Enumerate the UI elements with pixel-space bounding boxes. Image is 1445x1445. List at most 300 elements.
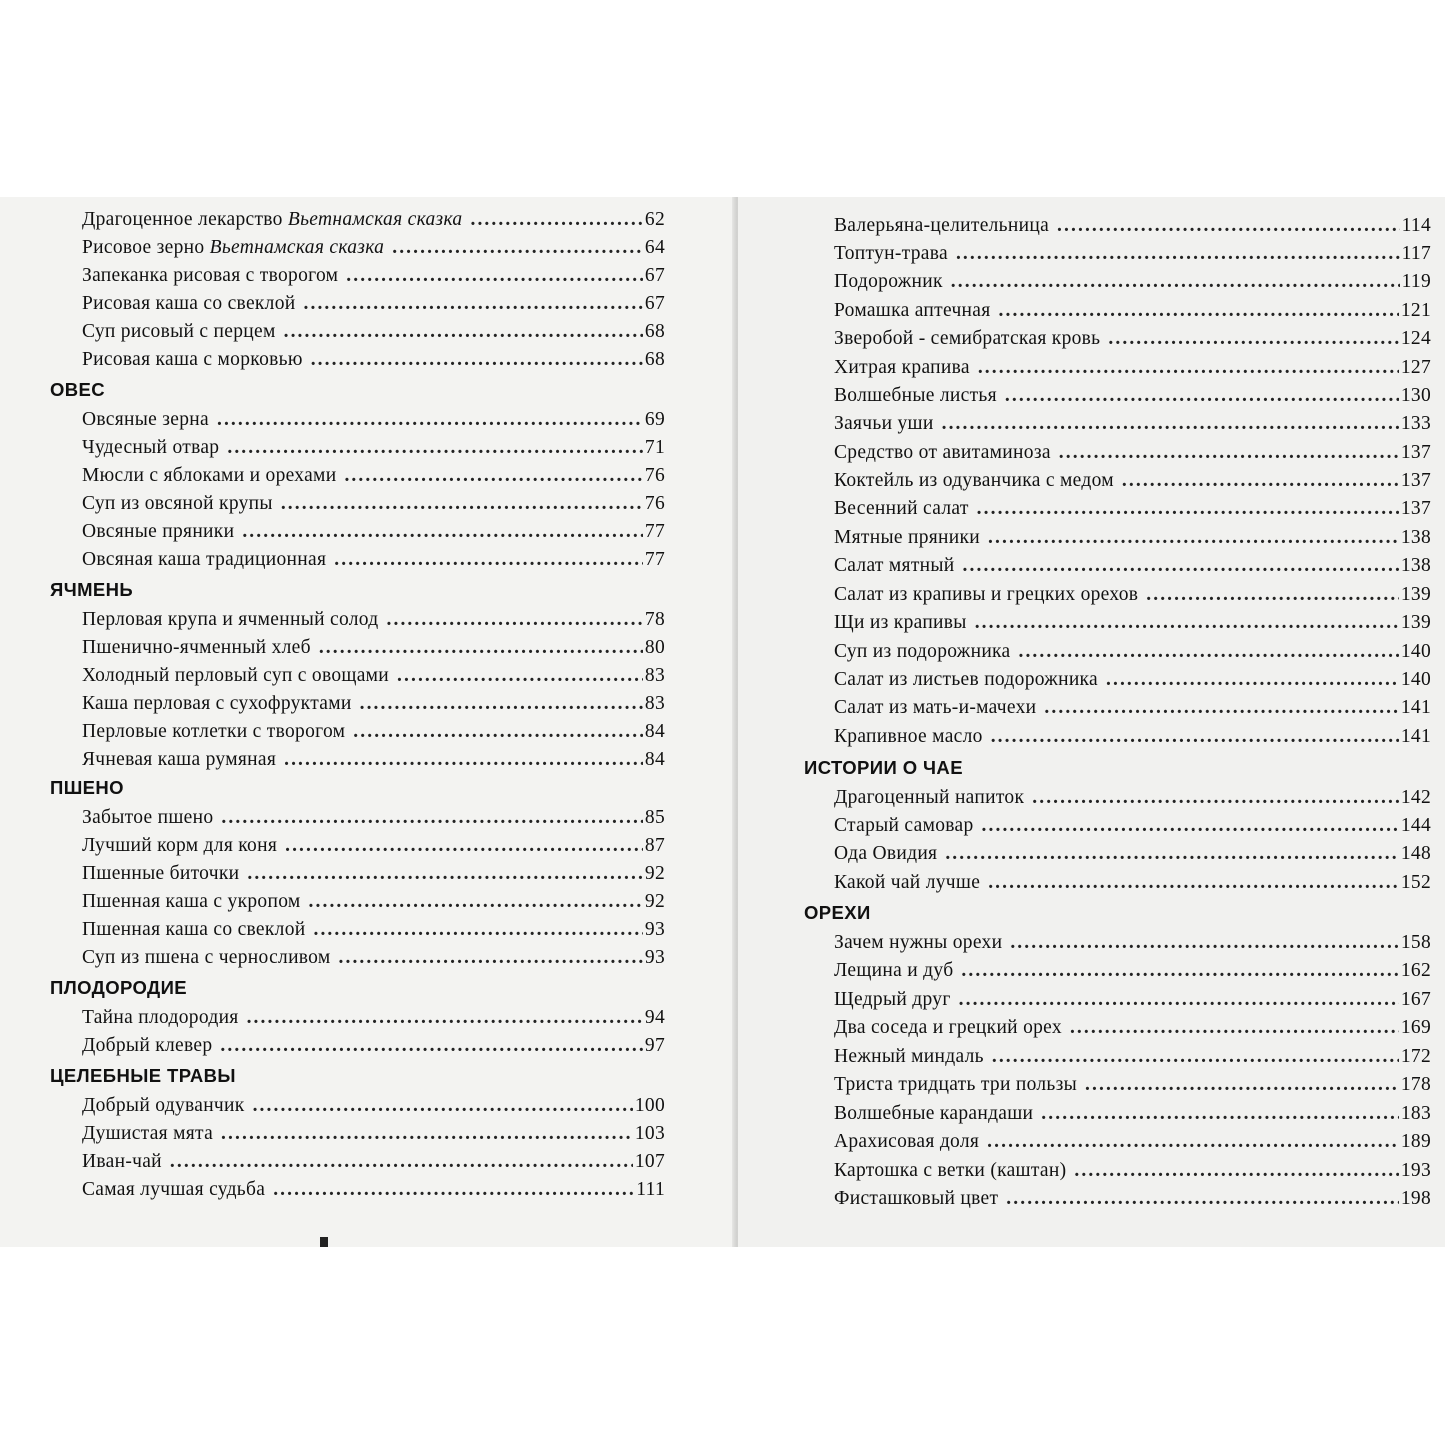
toc-page-number: 93 — [644, 947, 665, 968]
toc-entry-title — [82, 863, 239, 885]
toc-entry-title-text: Забытое пшено — [82, 807, 214, 828]
toc-entry — [82, 209, 665, 237]
toc-entry-title — [82, 409, 209, 431]
toc-page-number: 152 — [1400, 872, 1431, 893]
toc-entry-title-text: Крапивное масло — [834, 726, 983, 747]
dot-leader — [360, 693, 643, 715]
toc-entry-title-text: Салат из мать-и-мачехи — [834, 697, 1037, 718]
toc-page-number: 158 — [1400, 932, 1431, 953]
dot-leader — [1010, 932, 1399, 954]
toc-entry-title — [82, 493, 273, 515]
toc-entry — [82, 409, 665, 437]
dot-leader — [999, 300, 1399, 322]
toc-entry-title-text: Топтун-трава — [834, 243, 948, 264]
toc-page-number: 84 — [644, 749, 665, 770]
toc-entry-title — [82, 549, 326, 571]
toc-entry-title — [834, 872, 980, 894]
toc-entry — [834, 669, 1431, 697]
toc-entry-title — [834, 989, 951, 1011]
toc-entry-title — [82, 807, 213, 829]
toc-page-number: 138 — [1400, 527, 1431, 548]
dot-leader — [991, 726, 1399, 748]
dot-leader — [988, 527, 1399, 549]
dot-leader — [945, 843, 1399, 865]
toc-entry-title-text: Овсяные зерна — [82, 409, 209, 430]
toc-entry — [82, 349, 665, 377]
toc-page-number: 142 — [1400, 787, 1431, 808]
toc-entry — [834, 989, 1431, 1017]
toc-entry-title-text: Драгоценный напиток — [834, 787, 1025, 808]
toc-entry — [834, 1188, 1431, 1216]
toc-entry-title — [834, 726, 983, 748]
toc-entry — [82, 437, 665, 465]
toc-entry — [82, 1151, 665, 1179]
dot-leader — [304, 293, 643, 315]
toc-entry-title-text: Душистая мята — [82, 1123, 214, 1144]
toc-entry — [82, 863, 665, 891]
toc-entry-title — [82, 1179, 265, 1201]
toc-page-number: 107 — [634, 1151, 665, 1172]
toc-entry — [82, 237, 665, 265]
toc-entry-title — [82, 693, 352, 715]
toc-entry-title — [834, 669, 1098, 691]
toc-entry-title-text: Холодный перловый суп с овощами — [82, 665, 390, 686]
toc-entry — [82, 1179, 665, 1207]
dot-leader — [253, 1095, 633, 1117]
toc-entry-title-text: Зачем нужны орехи — [834, 932, 1003, 953]
toc-page-number: 67 — [644, 265, 665, 286]
toc-entry-title — [834, 1103, 1033, 1125]
dot-leader — [309, 891, 643, 913]
toc-entry — [834, 1074, 1431, 1102]
toc-entry-title-text: Подорожник — [834, 271, 943, 292]
toc-entry — [834, 1131, 1431, 1159]
toc-page-number: 93 — [644, 919, 665, 940]
toc-entry — [834, 1046, 1431, 1074]
toc-entry — [82, 721, 665, 749]
toc-entry — [82, 293, 665, 321]
toc-entry-title — [82, 521, 234, 543]
toc-page-number: 172 — [1400, 1046, 1431, 1067]
toc-entry-title-text: Рисовая каша с морковью — [82, 349, 303, 370]
toc-entry — [82, 919, 665, 947]
toc-page-number: 68 — [644, 321, 665, 342]
toc-entry-title — [834, 1188, 998, 1210]
toc-entry-title-text: Два соседа и грецкий орех — [834, 1017, 1062, 1038]
toc-page-number: 76 — [644, 493, 665, 514]
toc-page-number: 69 — [644, 409, 665, 430]
dot-leader — [1146, 584, 1399, 606]
toc-entry-title-text: Овсяная каша традиционная — [82, 549, 327, 570]
toc-page-number: 77 — [644, 549, 665, 570]
toc-page-number: 78 — [644, 609, 665, 630]
dot-leader — [1018, 641, 1398, 663]
toc-entry-title — [82, 891, 301, 913]
toc-entry-title-text: Волшебные карандаши — [834, 1103, 1034, 1124]
toc-entry — [82, 749, 665, 777]
toc-entry-title-text: Мюсли с яблоками и орехами — [82, 465, 337, 486]
toc-entry-title — [834, 300, 991, 322]
toc-entry-title-text: Рисовое зерно — [82, 237, 210, 258]
toc-entry-title-text: Зверобой - семибратская кровь — [834, 328, 1101, 349]
toc-page-number: 121 — [1400, 300, 1431, 321]
toc-page-number: 130 — [1400, 385, 1431, 406]
dot-leader — [1074, 1160, 1398, 1182]
toc-entry-title-text: Хитрая крапива — [834, 357, 970, 378]
toc-entry-title-text: Пшенная каша с укропом — [82, 891, 301, 912]
toc-entry-title-text: Триста тридцать три пользы — [834, 1074, 1078, 1095]
toc-entry-title-text: Ячневая каша румяная — [82, 749, 277, 770]
toc-page-number: 87 — [644, 835, 665, 856]
toc-entry-title-text: Картошка с ветки (каштан) — [834, 1160, 1067, 1181]
toc-page-number: 193 — [1400, 1160, 1431, 1181]
section-heading: ЯЧМЕНЬ — [50, 579, 134, 600]
toc-entry — [834, 612, 1431, 640]
toc-entry-title — [834, 215, 1049, 237]
toc-entry-title — [82, 609, 379, 631]
toc-entry-title-text: Суп из подорожника — [834, 641, 1011, 662]
toc-entry — [82, 835, 665, 863]
dot-leader — [977, 498, 1399, 520]
toc-page-number: 114 — [1401, 215, 1431, 236]
toc-page-number: 139 — [1400, 612, 1431, 633]
toc-entry — [834, 328, 1431, 356]
toc-entry — [834, 555, 1431, 583]
section-heading: ЦЕЛЕБНЫЕ ТРАВЫ — [50, 1065, 236, 1086]
dot-leader — [987, 1131, 1399, 1153]
toc-entry — [834, 1103, 1431, 1131]
dot-leader — [942, 413, 1399, 435]
toc-entry-title — [82, 237, 384, 259]
toc-entry-title-text: Коктейль из одуванчика с медом — [834, 470, 1114, 491]
toc-entry-title — [82, 1095, 245, 1117]
toc-entry-title-text: Валерьяна-целительница — [834, 215, 1050, 236]
dot-leader — [975, 612, 1399, 634]
toc-entry-title-text: Салат из листьев подорожника — [834, 669, 1098, 690]
toc-entry — [834, 641, 1431, 669]
toc-entry-title — [834, 815, 974, 837]
dot-leader — [1044, 697, 1398, 719]
section-heading: ПШЕНО — [50, 777, 124, 798]
toc-entry — [82, 947, 665, 975]
toc-entry — [82, 1095, 665, 1123]
dot-leader — [1122, 470, 1399, 492]
toc-entry — [82, 465, 665, 493]
toc-entry — [82, 493, 665, 521]
toc-entry — [82, 891, 665, 919]
toc-entry — [834, 300, 1431, 328]
toc-entry-title — [834, 527, 980, 549]
toc-entry-title — [82, 209, 462, 231]
dot-leader — [281, 493, 643, 515]
toc-entry-title — [834, 271, 943, 293]
toc-entry-title-text: Ромашка аптечная — [834, 300, 991, 321]
toc-page-number: 80 — [644, 637, 665, 658]
toc-entry — [834, 413, 1431, 441]
toc-entry-title — [82, 919, 305, 941]
toc-entry-title — [82, 1035, 212, 1057]
toc-page-number: 137 — [1400, 442, 1431, 463]
toc-entry — [834, 1017, 1431, 1045]
toc-entry-title — [834, 612, 967, 634]
section-heading: ОВЕС — [50, 379, 106, 400]
toc-entry — [834, 357, 1431, 385]
toc-entry — [82, 549, 665, 577]
toc-page-number: 77 — [644, 521, 665, 542]
toc-entry-subtitle: Вьетнамская сказка — [287, 209, 463, 230]
toc-entry-title-text: Тайна плодородия — [82, 1007, 239, 1028]
dot-leader — [273, 1179, 634, 1201]
toc-entry — [82, 1123, 665, 1151]
toc-entry — [834, 843, 1431, 871]
toc-entry-title — [82, 465, 336, 487]
dot-leader — [339, 947, 643, 969]
toc-page-number: 139 — [1400, 584, 1431, 605]
toc-entry — [834, 787, 1431, 815]
toc-entry — [834, 815, 1431, 843]
toc-entry — [82, 521, 665, 549]
toc-entry — [82, 265, 665, 293]
toc-page-number: 62 — [644, 209, 665, 230]
toc-entry-title-text: Старый самовар — [834, 815, 974, 836]
dot-leader — [346, 265, 643, 287]
toc-entry-title — [834, 1131, 979, 1153]
toc-entry-title — [82, 349, 303, 371]
toc-entry — [82, 609, 665, 637]
toc-entry-title-text: Арахисовая доля — [834, 1131, 980, 1152]
toc-page-number: 103 — [634, 1123, 665, 1144]
toc-entry-title — [82, 1007, 239, 1029]
dot-leader — [334, 549, 643, 571]
dot-leader — [982, 815, 1399, 837]
toc-page-number: 127 — [1400, 357, 1431, 378]
toc-page-number: 124 — [1400, 328, 1431, 349]
toc-page-number: 183 — [1400, 1103, 1431, 1124]
toc-page-number: 169 — [1400, 1017, 1431, 1038]
toc-entry-title — [834, 1017, 1062, 1039]
dot-leader — [319, 637, 643, 659]
toc-entry-title-text: Самая лучшая судьба — [82, 1179, 266, 1200]
toc-entry — [834, 1160, 1431, 1188]
toc-entry-title-text: Перловые котлетки с творогом — [82, 721, 346, 742]
dot-leader — [227, 437, 643, 459]
toc-entry-title — [834, 1074, 1077, 1096]
toc-entry-title-text: Лещина и дуб — [834, 960, 954, 981]
dot-leader — [470, 209, 642, 231]
toc-entry-title — [834, 641, 1010, 663]
toc-page-number: 94 — [644, 1007, 665, 1028]
dot-leader — [284, 321, 643, 343]
toc-entry-title-text: Щи из крапивы — [834, 612, 967, 633]
toc-entry-title-text: Салат мятный — [834, 555, 955, 576]
dot-leader — [284, 749, 643, 771]
toc-entry-title-text: Суп рисовый с перцем — [82, 321, 276, 342]
toc-entry — [834, 243, 1431, 271]
toc-entry-title-text: Щедрый друг — [834, 989, 951, 1010]
toc-entry-title-text: Добрый одуванчик — [82, 1095, 245, 1116]
toc-entry-title-text: Пшенично-ячменный хлеб — [82, 637, 311, 658]
dot-leader — [247, 863, 643, 885]
toc-entry-title-text: Средство от авитаминоза — [834, 442, 1051, 463]
toc-entry-title-text: Волшебные листья — [834, 385, 997, 406]
right-page — [738, 197, 1445, 1247]
toc-page-number: 141 — [1400, 726, 1431, 747]
toc-entry-title — [82, 265, 338, 287]
dot-leader — [311, 349, 643, 371]
toc-entry-title-text: Драгоценное лекарство — [82, 209, 288, 230]
dot-leader — [1057, 215, 1400, 237]
toc-entry — [82, 321, 665, 349]
toc-entry-title — [82, 665, 389, 687]
toc-page-number: 198 — [1400, 1188, 1431, 1209]
toc-entry-title-text: Фисташковый цвет — [834, 1188, 999, 1209]
toc-page-number: 189 — [1400, 1131, 1431, 1152]
toc-entry-title — [82, 321, 276, 343]
dot-leader — [963, 555, 1399, 577]
book-spread — [0, 197, 1445, 1247]
toc-entry-title — [834, 1046, 984, 1068]
dot-leader — [344, 465, 642, 487]
section-heading: ИСТОРИИ О ЧАЕ — [804, 757, 963, 778]
dot-leader — [242, 521, 643, 543]
toc-entry — [82, 1007, 665, 1035]
toc-entry-title-text: Перловая крупа и ячменный солод — [82, 609, 379, 630]
toc-entry — [82, 637, 665, 665]
toc-entry — [834, 271, 1431, 299]
toc-entry — [82, 693, 665, 721]
dot-leader — [1059, 442, 1399, 464]
toc-page-number: 67 — [644, 293, 665, 314]
toc-entry — [82, 665, 665, 693]
dot-leader — [1006, 1188, 1399, 1210]
toc-page-number: 138 — [1400, 555, 1431, 576]
toc-entry-title — [82, 1123, 213, 1145]
toc-entry-title-text: Заячьи уши — [834, 413, 934, 434]
toc-entry-title-text: Весенний салат — [834, 498, 969, 519]
toc-entry-title-text: Добрый клевер — [82, 1035, 213, 1056]
toc-entry-title — [834, 584, 1138, 606]
toc-entry-title — [834, 1160, 1066, 1182]
section-heading: ОРЕХИ — [804, 902, 871, 923]
toc-entry-title — [834, 413, 934, 435]
toc-entry-title — [82, 437, 219, 459]
dot-leader — [170, 1151, 633, 1173]
toc-page-number: 137 — [1400, 470, 1431, 491]
dot-leader — [221, 807, 642, 829]
toc-entry — [82, 807, 665, 835]
toc-entry-title-text: Суп из овсяной крупы — [82, 493, 273, 514]
toc-page-number: 167 — [1400, 989, 1431, 1010]
dot-leader — [1032, 787, 1399, 809]
dot-leader — [988, 872, 1399, 894]
toc-page-number: 117 — [1401, 243, 1431, 264]
toc-entry — [82, 1035, 665, 1063]
dot-leader — [217, 409, 643, 431]
toc-entry-title — [82, 947, 331, 969]
toc-entry-title — [834, 787, 1024, 809]
dot-leader — [1108, 328, 1398, 350]
dot-leader — [285, 835, 643, 857]
toc-entry-title — [834, 442, 1051, 464]
toc-entry — [834, 872, 1431, 900]
toc-page-number: 85 — [644, 807, 665, 828]
toc-entry — [834, 932, 1431, 960]
toc-entry — [834, 527, 1431, 555]
toc-page-number: 133 — [1400, 413, 1431, 434]
toc-entry-title-text: Ода Овидия — [834, 843, 938, 864]
dot-leader — [353, 721, 643, 743]
toc-entry-title-text: Пшенные биточки — [82, 863, 240, 884]
toc-page-number: 140 — [1400, 641, 1431, 662]
dot-leader — [313, 919, 642, 941]
toc-entry — [834, 697, 1431, 725]
toc-entry-title — [834, 697, 1036, 719]
toc-page-number: 92 — [644, 863, 665, 884]
toc-page-number: 148 — [1400, 843, 1431, 864]
toc-page-number: 162 — [1400, 960, 1431, 981]
toc-entry-title-text: Салат из крапивы и грецких орехов — [834, 584, 1139, 605]
dot-leader — [951, 271, 1400, 293]
toc-entry-title-text: Пшенная каша со свеклой — [82, 919, 306, 940]
toc-entry-title-text: Чудесный отвар — [82, 437, 220, 458]
toc-entry-subtitle: Вьетнамская сказка — [209, 237, 385, 258]
dot-leader — [1070, 1017, 1399, 1039]
toc-page-number: 140 — [1400, 669, 1431, 690]
dot-leader — [387, 609, 643, 631]
toc-entry-title — [82, 1151, 162, 1173]
toc-entry-title — [834, 960, 953, 982]
dot-leader — [1106, 669, 1399, 691]
toc-page-number: 68 — [644, 349, 665, 370]
dot-leader — [247, 1007, 643, 1029]
toc-page-number: 137 — [1400, 498, 1431, 519]
toc-entry-title-text: Иван-чай — [82, 1151, 162, 1172]
toc-entry — [834, 442, 1431, 470]
dot-leader — [978, 357, 1399, 379]
toc-entry-title — [834, 385, 997, 407]
dot-leader — [1005, 385, 1399, 407]
toc-entry-title — [82, 293, 296, 315]
left-page — [0, 197, 740, 1247]
toc-entry-title-text: Лучший корм для коня — [82, 835, 278, 856]
toc-entry-title — [82, 749, 276, 771]
dot-leader — [961, 960, 1398, 982]
toc-entry — [834, 215, 1431, 243]
toc-entry-title — [834, 843, 937, 865]
toc-entry — [834, 584, 1431, 612]
toc-entry-title — [834, 328, 1100, 350]
toc-entry-title-text: Каша перловая с сухофруктами — [82, 693, 352, 714]
toc-page-number: 97 — [644, 1035, 665, 1056]
toc-entry — [834, 726, 1431, 754]
toc-entry-title — [82, 835, 277, 857]
dot-leader — [959, 989, 1399, 1011]
page-number-mark — [320, 1237, 328, 1247]
dot-leader — [221, 1123, 633, 1145]
toc-entry-title — [82, 721, 345, 743]
toc-page-number: 144 — [1400, 815, 1431, 836]
toc-page-number: 84 — [644, 721, 665, 742]
toc-page-number: 100 — [634, 1095, 665, 1116]
toc-page-number: 141 — [1400, 697, 1431, 718]
toc-page-number: 92 — [644, 891, 665, 912]
toc-entry — [834, 960, 1431, 988]
toc-entry-title — [834, 470, 1114, 492]
toc-entry-title-text: Какой чай лучше — [834, 872, 981, 893]
toc-page-number: 111 — [636, 1179, 665, 1200]
dot-leader — [397, 665, 643, 687]
toc-entry-title — [834, 243, 948, 265]
